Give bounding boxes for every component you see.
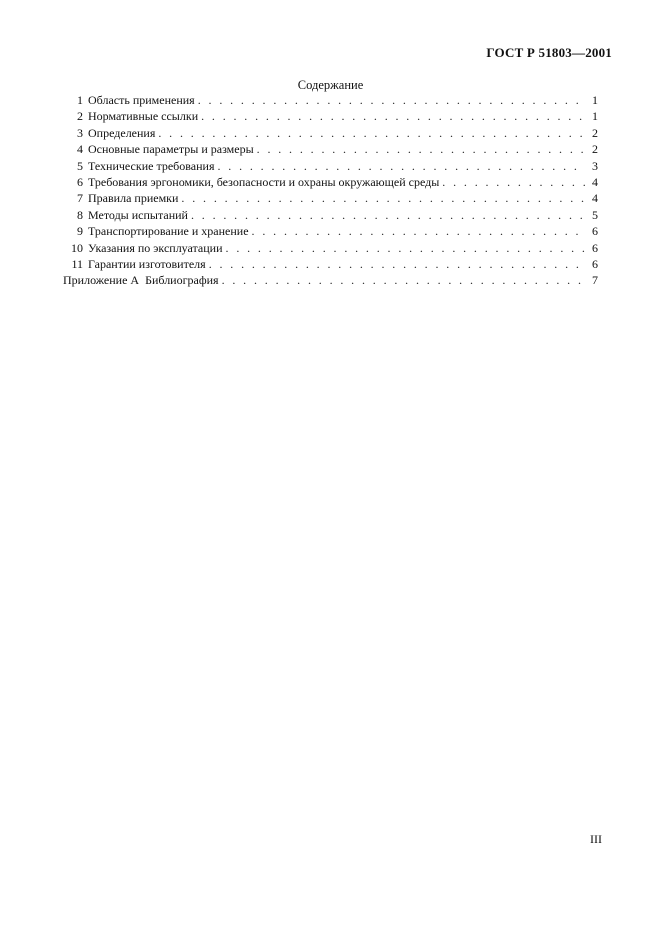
toc-entry-9[interactable] — [63, 223, 598, 239]
toc-entry-number: 1 — [77, 93, 83, 107]
toc-entry-number: 4 — [77, 142, 83, 157]
toc-leader-dots — [217, 158, 585, 174]
toc-leader-dots — [198, 92, 585, 108]
toc-entry-page: 6 — [592, 256, 598, 271]
toc-entry-title: Область применения — [88, 93, 195, 107]
toc-entry-page: 2 — [592, 142, 598, 157]
toc-entry-page: 1 — [592, 109, 598, 124]
toc-entry-number: 2 — [77, 109, 83, 124]
toc-entry-page: 1 — [592, 93, 598, 107]
toc-entry-appendix-a[interactable] — [63, 272, 598, 288]
toc-leader-dots — [158, 125, 585, 141]
toc-entry-3[interactable] — [63, 125, 598, 141]
toc-entry-title: Приложение А Библиография — [63, 273, 219, 288]
toc-leader-dots — [257, 141, 585, 157]
toc-entry-page: 5 — [592, 207, 598, 222]
toc-entry-title: Транспортирование и хранение — [88, 224, 249, 239]
toc-entry-number: 6 — [77, 174, 83, 189]
toc-entry-page: 3 — [592, 158, 598, 173]
page-number: III — [590, 832, 602, 846]
toc-entry-title: Правила приемки — [88, 191, 179, 206]
toc-entry-title: Методы испытаний — [88, 207, 188, 222]
toc-entry-title: Технические требования — [88, 158, 215, 173]
toc-leader-dots — [442, 174, 585, 190]
toc-leader-dots — [201, 108, 585, 124]
toc-entry-1[interactable] — [63, 92, 598, 108]
toc-entry-number: 7 — [77, 191, 83, 206]
toc-entry-title: Определения — [88, 125, 156, 140]
toc-entry-10[interactable] — [63, 240, 598, 256]
standard-number: ГОСТ Р 51803—2001 — [486, 45, 612, 60]
toc-entry-2[interactable] — [63, 108, 598, 124]
toc-entry-page: 6 — [592, 224, 598, 239]
toc-entry-page: 2 — [592, 125, 598, 140]
toc-entry-4[interactable] — [63, 141, 598, 157]
toc-entry-5[interactable] — [63, 158, 598, 174]
toc-leader-dots — [252, 223, 585, 239]
toc-leader-dots — [191, 207, 585, 223]
toc-entry-6[interactable] — [63, 174, 598, 190]
toc-entry-7[interactable] — [63, 190, 598, 206]
toc-entry-page: 4 — [592, 191, 598, 206]
toc-leader-dots — [209, 256, 585, 272]
toc-entry-title: Нормативные ссылки — [88, 109, 199, 124]
toc-entry-number: 9 — [77, 224, 83, 239]
toc-entry-number: 3 — [77, 125, 83, 140]
toc-entry-number: 5 — [77, 158, 83, 173]
toc-entry-11[interactable] — [63, 256, 598, 272]
toc-title: Содержание — [297, 78, 364, 92]
toc-entry-title: Основные параметры и размеры — [88, 142, 254, 157]
toc-entry-title: Требования эргономики, безопасности и охраны окружающей среды — [88, 174, 440, 189]
toc-entry-page: 6 — [592, 240, 598, 255]
toc-entry-title: Указания по эксплуатации — [88, 240, 223, 255]
toc-entry-number: 10 — [71, 240, 83, 255]
toc-entry-page: 4 — [592, 174, 598, 189]
toc-entry-page: 7 — [592, 273, 598, 288]
toc-entry-number: 8 — [77, 207, 83, 222]
toc-leader-dots — [222, 272, 585, 288]
toc-leader-dots — [181, 190, 585, 206]
toc-leader-dots — [226, 240, 585, 256]
table-of-contents — [63, 92, 598, 289]
toc-entry-title: Гарантии изготовителя — [88, 256, 206, 271]
toc-entry-number: 11 — [71, 256, 83, 271]
toc-entry-8[interactable] — [63, 207, 598, 223]
